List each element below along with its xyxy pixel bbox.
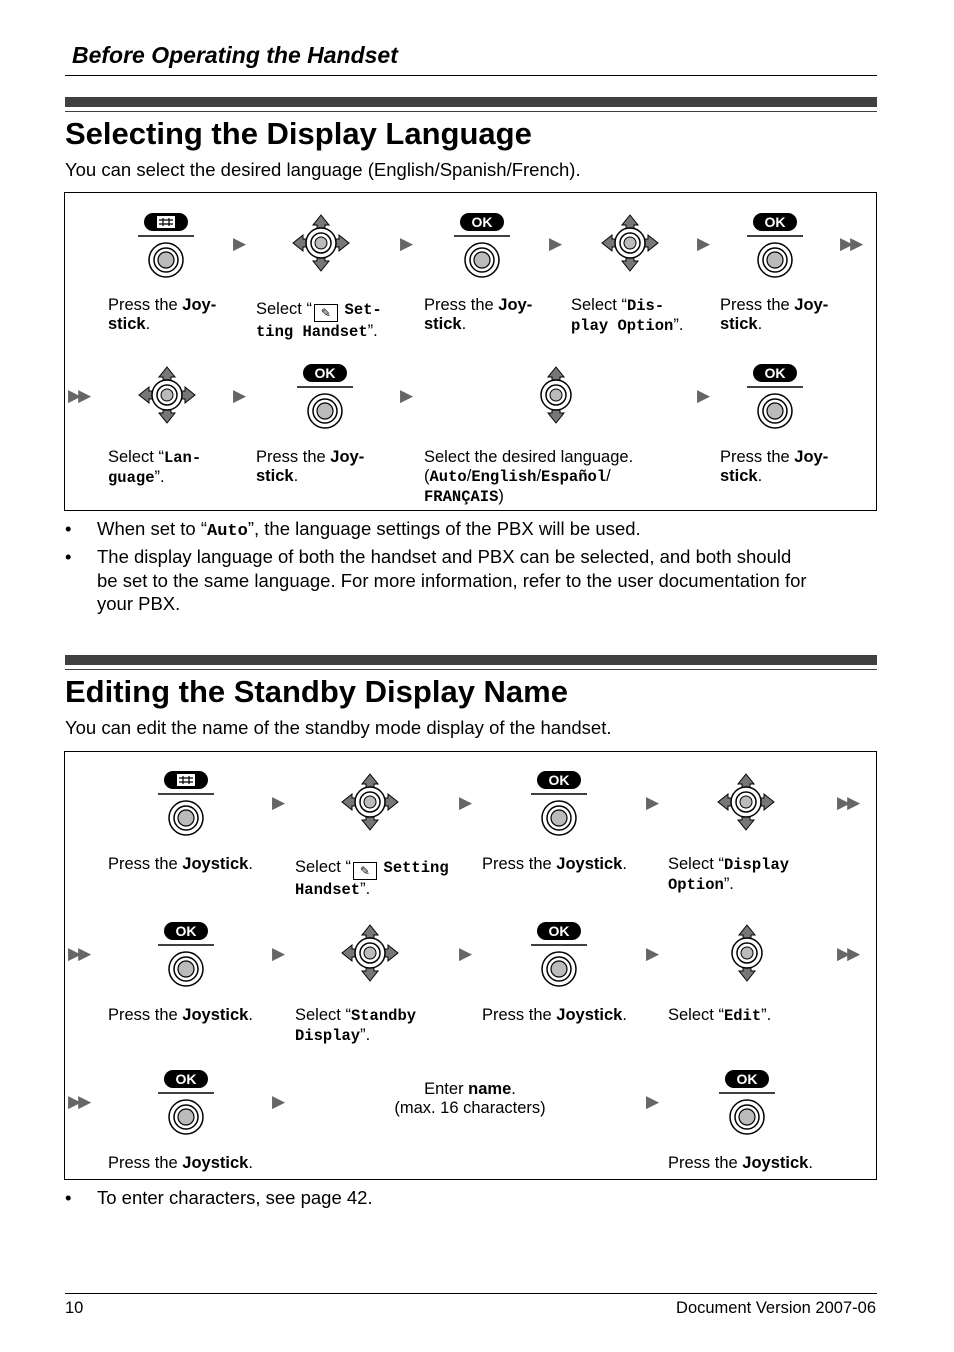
step-caption: Press the Joy- stick. <box>424 296 533 333</box>
step-caption: Press the Joy- stick. <box>108 296 217 333</box>
joystick-updown-icon <box>536 365 576 427</box>
continue-arrow-icon: ▶▶ <box>837 944 858 963</box>
note-bullet: • To enter characters, see page 42. <box>65 1187 373 1208</box>
next-arrow-icon: ▶ <box>549 234 563 253</box>
ok-label: OK <box>764 214 786 230</box>
next-arrow-icon: ▶ <box>646 793 660 812</box>
next-arrow-icon: ▶ <box>459 793 473 812</box>
step-caption: Select the desired language. (Auto/English/Español/ FRANÇAIS) <box>424 448 634 506</box>
continue-arrow-icon: ▶▶ <box>840 234 861 253</box>
next-arrow-icon: ▶ <box>272 1092 286 1111</box>
joystick-navigate-icon <box>291 213 351 275</box>
next-arrow-icon: ▶ <box>272 944 286 963</box>
next-arrow-icon: ▶ <box>233 386 247 405</box>
step-caption: Select “Standby Display”. <box>295 1006 417 1045</box>
step-caption: Press the Joy- stick. <box>720 448 829 485</box>
section-title: Editing the Standby Display Name <box>65 674 568 709</box>
step-caption: Select “ ✎ Set- ting Handset”. <box>256 300 382 341</box>
continue-arrow-icon: ▶▶ <box>837 793 858 812</box>
enter-name-instruction: Enter name. (max. 16 characters) <box>394 1080 546 1117</box>
ok-label: OK <box>548 923 570 939</box>
joystick-ok-icon <box>531 771 587 837</box>
step-caption: Select “Display Option”. <box>668 855 790 894</box>
running-header: Before Operating the Handset <box>72 42 398 68</box>
joystick-navigate-icon <box>340 772 400 834</box>
joystick-ok-icon <box>747 364 803 430</box>
next-arrow-icon: ▶ <box>697 386 711 405</box>
joystick-ok-icon <box>297 364 353 430</box>
joystick-menu-icon <box>138 213 194 279</box>
ok-label: OK <box>314 365 336 381</box>
document-version: Document Version 2007-06 <box>676 1299 876 1317</box>
footer-rule <box>65 1293 877 1294</box>
joystick-navigate-icon <box>137 365 197 427</box>
settings-icon: ✎ <box>314 304 338 322</box>
section-rule <box>65 111 877 112</box>
step-caption: Press the Joystick. <box>482 855 627 873</box>
step-caption: Press the Joy- stick. <box>256 448 365 485</box>
next-arrow-icon: ▶ <box>646 944 660 963</box>
step-caption: Select “ ✎ Setting Handset”. <box>295 858 449 899</box>
header-rule <box>65 75 877 76</box>
section-bar <box>65 97 877 107</box>
step-caption: Select “Dis- play Option”. <box>571 296 684 335</box>
settings-icon: ✎ <box>353 862 377 880</box>
page-number: 10 <box>65 1299 84 1317</box>
joystick-ok-icon <box>158 1070 214 1136</box>
ok-label: OK <box>736 1071 758 1087</box>
step-caption: Press the Joystick. <box>482 1006 627 1024</box>
joystick-menu-icon <box>158 771 214 837</box>
section-intro: You can edit the name of the standby mode display of the handset. <box>65 717 612 738</box>
joystick-navigate-icon <box>340 923 400 985</box>
ok-label: OK <box>471 214 493 230</box>
joystick-ok-icon <box>531 922 587 988</box>
section-bar <box>65 655 877 665</box>
ok-label: OK <box>764 365 786 381</box>
step-caption: Press the Joystick. <box>108 1154 253 1172</box>
joystick-ok-icon <box>719 1070 775 1136</box>
step-caption: Press the Joystick. <box>668 1154 813 1172</box>
step-caption: Select “Edit”. <box>668 1006 772 1025</box>
joystick-ok-icon <box>747 213 803 279</box>
note-bullet: • When set to “Auto”, the language settings of the PBX will be used. <box>65 518 641 541</box>
step-caption: Press the Joystick. <box>108 855 253 873</box>
next-arrow-icon: ▶ <box>272 793 286 812</box>
joystick-navigate-icon <box>600 213 660 275</box>
step-caption: Press the Joy- stick. <box>720 296 829 333</box>
step-caption: Select “Lan- guage”. <box>108 448 202 487</box>
continue-arrow-icon: ▶▶ <box>68 944 89 963</box>
continue-arrow-icon: ▶▶ <box>68 1092 89 1111</box>
next-arrow-icon: ▶ <box>400 234 414 253</box>
note-bullet: • The display language of both the handset and PBX can be selected, and both should be set to the same language. For more information, refer to the user documentation for your PBX. <box>65 546 807 614</box>
next-arrow-icon: ▶ <box>697 234 711 253</box>
joystick-navigate-icon <box>716 772 776 834</box>
next-arrow-icon: ▶ <box>400 386 414 405</box>
next-arrow-icon: ▶ <box>459 944 473 963</box>
next-arrow-icon: ▶ <box>233 234 247 253</box>
step-caption: Press the Joystick. <box>108 1006 253 1024</box>
joystick-ok-icon <box>454 213 510 279</box>
joystick-updown-icon <box>727 923 767 985</box>
section-intro: You can select the desired language (English/Spanish/French). <box>65 159 581 180</box>
continue-arrow-icon: ▶▶ <box>68 386 89 405</box>
ok-label: OK <box>175 1071 197 1087</box>
section-rule <box>65 669 877 670</box>
ok-label: OK <box>548 772 570 788</box>
ok-label: OK <box>175 923 197 939</box>
next-arrow-icon: ▶ <box>646 1092 660 1111</box>
joystick-ok-icon <box>158 922 214 988</box>
section-title: Selecting the Display Language <box>65 116 532 151</box>
